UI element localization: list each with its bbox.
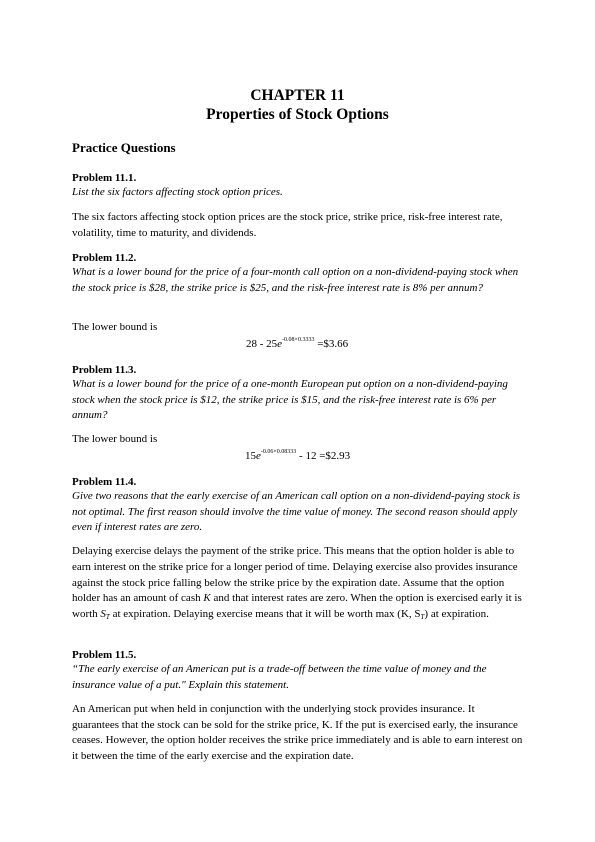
math-st: $S_T$ [100,608,110,622]
section-title: Practice Questions [72,140,176,155]
equation-11-2 [246,337,348,350]
problem-11-4-answer [72,544,524,626]
problem-11-2 [72,251,524,296]
problem-11-1-answer: The six factors affecting stock option prices are the stock price, strike price, risk-free interest rate, volatility, time to maturity, and dividends. [72,211,503,239]
problem-11-1 [72,171,524,201]
problem-question: What is a lower bound for the price of a one-month European put option on a non-dividend-paying stock when the stock price is $12, the strike price is $15, and the risk-free interest rate is 6% per annum? [72,378,508,421]
problem-11-4 [72,475,524,536]
problem-11-5-answer: An American put when held in conjunction with the underlying stock provides insurance. It guarantees that the stock can be sold for the strike price, K. If the put is exercised early, the insurance ceases. However, the option holder receives the strike price immediately and is able to earn interest on it between the time of the early exercise and the expiration date. [72,703,523,762]
equation-left: 15 [245,450,256,462]
problem-title: Problem 11.4. [72,476,137,488]
problem-11-2-answer: The lower bound is [72,321,158,333]
equation-base: e [277,338,283,350]
equation-11-3 [245,449,350,462]
problem-question: “The early exercise of an American put is a trade-off between the time value of money and the insurance value of a put." Explain this statement. [72,663,487,691]
problem-11-3 [72,363,524,424]
answer-text: at expiration. [430,608,489,621]
equation-base: e [256,450,261,462]
problem-title: Problem 11.3. [72,364,137,376]
answer-text: Delaying exercise delays the payment of the strike price. This means that the option holder is able to earn interest on the strike price for a longer period of time. Delaying exercise also provides insurance against the stock price falling below the strike price by the expiration date. Assume that the option holder has an amount of cash [72,545,518,605]
math-max: max (K, $S_T$) [375,608,429,622]
problem-question: List the six factors affecting stock option prices. [72,186,283,198]
problem-title: Problem 11.5. [72,649,137,661]
answer-text: and that interest rates are zero. When the option is exercised early it is worth [72,592,522,621]
equation-exponent: -0.08×0.3333 [282,337,315,343]
problem-11-3-answer: The lower bound is [72,433,158,445]
chapter-heading: CHAPTER 11 [250,87,345,104]
problem-question: What is a lower bound for the price of a four-month call option on a non-dividend-paying stock when the stock price is $28, the strike price is $25, and the risk-free interest rate is 8% per annum? [72,266,519,294]
problem-11-5 [72,648,524,693]
equation-result: =$3.66 [317,338,349,350]
chapter-title: Properties of Stock Options [206,106,389,123]
equation-exponent: -0.06×0.08333 [260,449,297,455]
math-k: K [203,592,211,605]
problem-title: Problem 11.2. [72,252,137,264]
equation-left: 28 - 25 [246,338,278,350]
problem-title: Problem 11.1. [72,172,137,184]
problem-question: Give two reasons that the early exercise of an American call option on a non-dividend-paying stock is not optimal. The first reason should involve the time value of money. The second reason should apply even if interest rates are zero. [72,490,521,533]
answer-text: at expiration. Delaying exercise means that it will be worth [112,608,373,621]
equation-right: - 12 =$2.93 [296,450,351,462]
